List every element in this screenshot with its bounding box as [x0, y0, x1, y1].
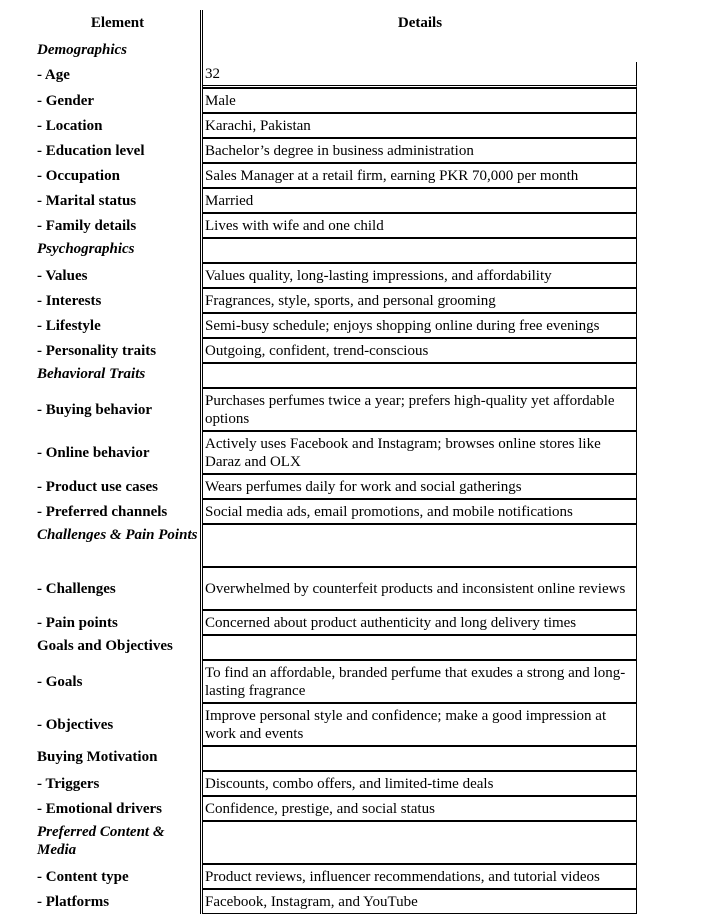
table-row	[35, 36, 637, 62]
detail-cell: Bachelor’s degree in business administration	[203, 138, 637, 163]
detail-cell: Lives with wife and one child	[203, 213, 637, 238]
details-column-header: Details	[397, 15, 443, 31]
detail-cell: 32	[203, 62, 637, 88]
detail-cell: Discounts, combo offers, and limited-time deals	[203, 771, 637, 796]
row-label: - Challenges	[35, 567, 203, 610]
detail-cell: Wears perfumes daily for work and social gatherings	[203, 474, 637, 499]
row-label: - Goals	[35, 660, 203, 703]
table-row	[35, 703, 637, 746]
row-label: - Gender	[35, 88, 203, 113]
table-row	[35, 62, 637, 88]
table-row	[35, 263, 637, 288]
row-label: - Lifestyle	[35, 313, 203, 338]
row-label: - Objectives	[35, 703, 203, 746]
persona-table	[35, 10, 637, 914]
row-label: - Education level	[35, 138, 203, 163]
row-label: - Emotional drivers	[35, 796, 203, 821]
detail-cell: Married	[203, 188, 637, 213]
row-label: - Online behavior	[35, 431, 203, 474]
detail-cell: Actively uses Facebook and Instagram; browses online stores like Daraz and OLX	[203, 431, 637, 474]
table-row	[35, 864, 637, 889]
detail-cell: Values quality, long-lasting impressions, and affordability	[203, 263, 637, 288]
row-label: - Platforms	[35, 889, 203, 914]
section-label-goals-objectives: Goals and Objectives	[35, 635, 203, 660]
detail-cell	[203, 635, 637, 660]
detail-cell: Improve personal style and confidence; make a good impression at work and events	[203, 703, 637, 746]
row-label: - Marital status	[35, 188, 203, 213]
table-row	[35, 635, 637, 660]
detail-cell: Overwhelmed by counterfeit products and inconsistent online reviews	[203, 567, 637, 610]
table-row	[35, 288, 637, 313]
table-row	[35, 567, 637, 610]
row-label: - Pain points	[35, 610, 203, 635]
detail-cell	[203, 363, 637, 388]
table-row	[35, 524, 637, 567]
row-label: - Interests	[35, 288, 203, 313]
detail-cell: Semi-busy schedule; enjoys shopping online during free evenings	[203, 313, 637, 338]
detail-cell	[203, 746, 637, 771]
detail-cell: Sales Manager at a retail firm, earning PKR 70,000 per month	[203, 163, 637, 188]
detail-cell: Concerned about product authenticity and long delivery times	[203, 610, 637, 635]
table-row	[35, 313, 637, 338]
section-label-demographics: Demographics	[35, 36, 203, 62]
table-row	[35, 474, 637, 499]
row-label: - Location	[35, 113, 203, 138]
table-row	[35, 163, 637, 188]
detail-cell: Karachi, Pakistan	[203, 113, 637, 138]
detail-cell	[203, 524, 637, 567]
row-label: - Occupation	[35, 163, 203, 188]
table-row	[35, 213, 637, 238]
table-row	[35, 338, 637, 363]
table-row	[35, 188, 637, 213]
table-row	[35, 363, 637, 388]
table-row	[35, 610, 637, 635]
detail-cell: To find an affordable, branded perfume that exudes a strong and long-lasting fragrance	[203, 660, 637, 703]
section-label-preferred-content-media: Preferred Content & Media	[35, 821, 203, 864]
table-row	[35, 796, 637, 821]
row-label: - Values	[35, 263, 203, 288]
row-label: - Buying behavior	[35, 388, 203, 431]
table-row	[35, 771, 637, 796]
section-label-psychographics: Psychographics	[35, 238, 203, 263]
table-row	[35, 499, 637, 524]
section-label-buying-motivation: Buying Motivation	[35, 746, 203, 771]
table-row	[35, 889, 637, 914]
row-label: - Family details	[35, 213, 203, 238]
table-row	[35, 821, 637, 864]
row-label: - Preferred channels	[35, 499, 203, 524]
detail-cell: Facebook, Instagram, and YouTube	[203, 889, 637, 914]
table-row	[35, 660, 637, 703]
table-row	[35, 431, 637, 474]
table-row	[35, 746, 637, 771]
detail-cell: Male	[203, 88, 637, 113]
detail-cell: Purchases perfumes twice a year; prefers high-quality yet affordable options	[203, 388, 637, 431]
table-row	[35, 238, 637, 263]
table-row	[35, 138, 637, 163]
row-label: - Content type	[35, 864, 203, 889]
row-label: - Age	[35, 62, 203, 88]
row-label: - Triggers	[35, 771, 203, 796]
table-row	[35, 113, 637, 138]
detail-cell: Confidence, prestige, and social status	[203, 796, 637, 821]
table-row	[35, 388, 637, 431]
row-label: - Product use cases	[35, 474, 203, 499]
detail-cell: Outgoing, confident, trend-conscious	[203, 338, 637, 363]
section-label-behavioral-traits: Behavioral Traits	[35, 363, 203, 388]
table-row	[35, 88, 637, 113]
detail-cell	[203, 36, 637, 62]
detail-cell	[203, 238, 637, 263]
detail-cell: Product reviews, influencer recommendations, and tutorial videos	[203, 864, 637, 889]
row-label: - Personality traits	[35, 338, 203, 363]
element-column-header: Element	[35, 10, 203, 36]
detail-cell	[203, 821, 637, 864]
detail-cell: Fragrances, style, sports, and personal grooming	[203, 288, 637, 313]
section-label-challenges-pain-points: Challenges & Pain Points	[35, 524, 203, 567]
detail-cell: Social media ads, email promotions, and mobile notifications	[203, 499, 637, 524]
